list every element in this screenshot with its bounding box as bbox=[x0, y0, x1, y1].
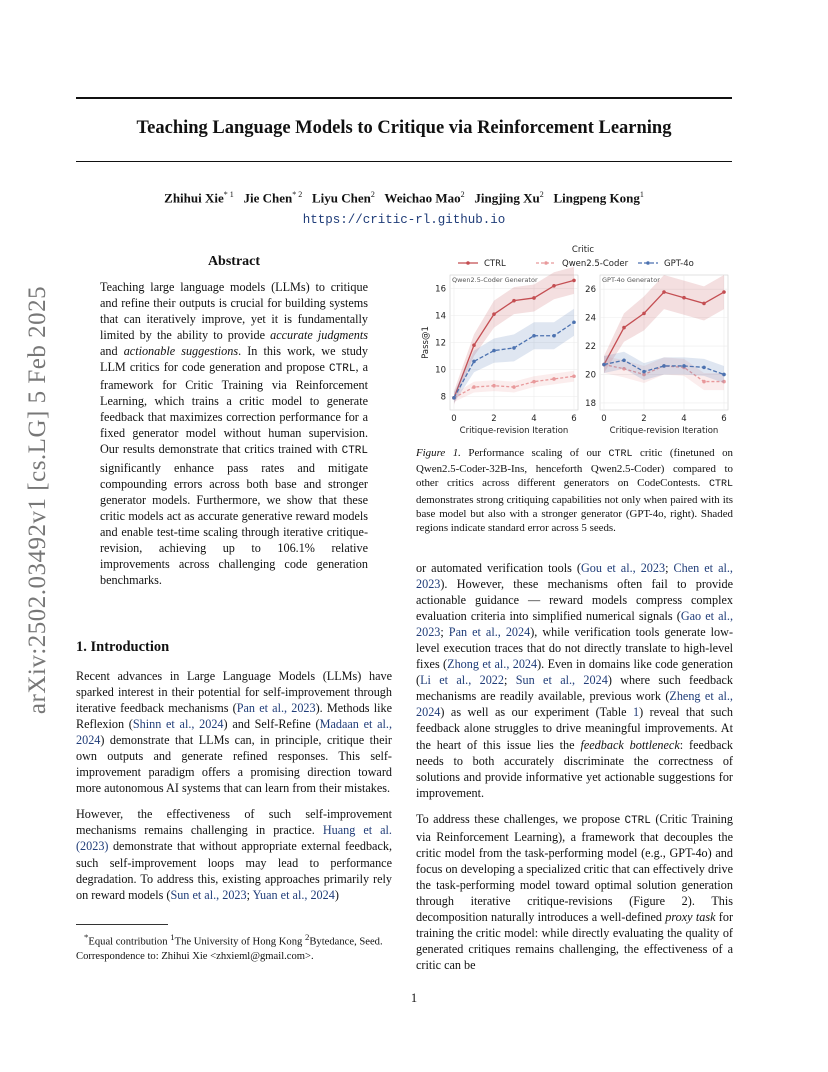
author-name: Zhihui Xie bbox=[164, 190, 224, 206]
data-point bbox=[572, 320, 576, 324]
abstract-text: , a framework for bbox=[100, 360, 368, 393]
author-name: Weichao Mao bbox=[384, 190, 461, 206]
caption-text: Performance scaling of our bbox=[460, 447, 609, 459]
page-number: 1 bbox=[410, 991, 418, 1005]
citation-link[interactable]: Pan et al., 2023 bbox=[236, 701, 316, 716]
abstract-emphasis: accurate judgments bbox=[270, 328, 368, 343]
abstract-body bbox=[100, 279, 368, 588]
y-axis-label: Pass@1 bbox=[421, 326, 431, 359]
ctrl-name: CTRL bbox=[708, 479, 733, 491]
abstract-text: and bbox=[100, 344, 124, 359]
body-text: ) reveal that such feedback alone struggles to drive meaningful improvements. At the heart of this issue lies the bbox=[416, 705, 733, 752]
panel-subtitle: Qwen2.5-Coder Generator bbox=[452, 276, 538, 284]
legend-entry-label: Qwen2.5-Coder bbox=[562, 259, 629, 269]
project-url-link[interactable]: https://critic-rl.github.io bbox=[302, 213, 506, 227]
data-point bbox=[662, 290, 666, 294]
x-tick-label: 6 bbox=[571, 414, 577, 424]
body-text: : feedback needs to both accurately discriminate the correctness of solutions and provide informative yet actionable suggestions for improvement. bbox=[416, 737, 733, 800]
citation-link[interactable]: Sun et al., 2023 bbox=[170, 887, 247, 902]
citation-link[interactable]: Yuan et al., 2024 bbox=[252, 887, 335, 902]
x-tick-label: 4 bbox=[681, 414, 687, 424]
body-text: Recent advances in Large Language Models (LLMs) have sparked interest in their potential for self-improvement through iterative feedback mechanisms ( bbox=[76, 669, 392, 716]
data-point bbox=[642, 312, 646, 316]
data-point bbox=[552, 377, 556, 381]
data-point bbox=[532, 380, 536, 384]
data-point bbox=[552, 284, 556, 288]
abstract-text: significantly enhance pass rates and mitigate compounding errors across both base and stronger generator models. Furthermore, we show that these critic models act as accurate generative reward models and enable test-time scaling through iterative critique-revision, achieving up to 106.1% relative improvements across challenging code generation benchmarks. bbox=[100, 460, 368, 587]
chart-panel-qwen-generator bbox=[421, 267, 578, 436]
author-name: Jie Chen bbox=[243, 190, 293, 206]
y-tick-label: 8 bbox=[440, 392, 446, 403]
author-name: Jingjing Xu bbox=[474, 190, 540, 206]
body-text: ) and Self-Refine ( bbox=[223, 717, 320, 732]
y-tick-label: 20 bbox=[585, 370, 596, 381]
data-point bbox=[472, 343, 476, 347]
body-text: ) bbox=[334, 887, 339, 902]
panel-subtitle: GPT-4o Generator bbox=[602, 276, 660, 284]
data-point bbox=[472, 385, 476, 389]
citation-link[interactable]: Sun et al., 2024 bbox=[515, 673, 608, 688]
body-text: ) as well as our experiment (Table bbox=[440, 705, 634, 720]
citation-link[interactable]: Huang et al. (2023) bbox=[76, 823, 392, 854]
body-paragraph: or automated verification tools (Gou et al., 2023; Chen et al., 2023). However, these mechanisms often fail to provide actionable guidance — reward models compress complex evaluation criteria into simplified numerical signals (Gao et al., 2023; Pan et al., 2024), while verification tools generate low-level execution traces that do not directly translate to high-level fixes (Zhong et al., 2024). Even in domains like code generation (Li et al., 2022; Sun et al., 2024) where such feedback mechanisms are readily available, previous work (Zheng et al., 2024) as well as our experiment (Table 1) reveal that such feedback alone struggles to drive meaningful improvements. At the heart of this issue lies the feedback bottleneck: feedback needs to both accurately discriminate the correctness of solutions and provide informative yet actionable suggestions for improvement. bbox=[416, 561, 734, 800]
data-point bbox=[702, 380, 706, 384]
body-text: for training the critic model: while directly evaluating the quality of generated critiques remains challenging, the effectiveness of a critic can be bbox=[416, 909, 733, 973]
ctrl-name: CTRL bbox=[329, 363, 356, 376]
caption-text: demonstrates strong critiquing capabilities not only when paired with its base model but also with a stronger generator (GPT-4o, right). Shaded regions indicate standard error across 5 seeds. bbox=[416, 493, 733, 535]
y-tick-label: 14 bbox=[435, 311, 446, 322]
caption-text: critic (finetuned on Qwen2.5-Coder-32B-Ins, henceforth Qwen2.5-Coder) compared to other critics across different generators on CodeContests. bbox=[416, 447, 733, 490]
citation-link[interactable]: Zhong et al., 2024 bbox=[447, 657, 538, 672]
body-text: ) where such feedback mechanisms are readily available, previous work ( bbox=[416, 673, 734, 704]
data-point bbox=[532, 296, 536, 300]
data-point bbox=[512, 346, 516, 350]
x-axis-label: Critique-revision Iteration bbox=[609, 426, 719, 436]
data-point bbox=[572, 374, 576, 378]
table-reference-link[interactable]: 1 bbox=[633, 705, 640, 720]
author-mark: * 1 bbox=[223, 190, 234, 199]
body-text: (Critic Training via Reinforcement Learning), a framework that decouples the critic model from the task-performing model (e.g., GPT-4o) and focus on developing a specialized critic that can effectively drive the task-performing model toward optimal solution generation through iterative critique-revisions (Figure 2). This decomposition naturally introduces a well-defined bbox=[416, 811, 733, 924]
author-mark: 2 bbox=[539, 190, 544, 199]
author-mark: * 2 bbox=[292, 190, 303, 199]
paper-title: Teaching Language Models to Critique via Reinforcement Learning bbox=[136, 118, 672, 138]
legend-entry-label: GPT-4o bbox=[664, 259, 694, 269]
data-point bbox=[472, 360, 476, 364]
figure-1-caption bbox=[416, 446, 733, 535]
data-point bbox=[572, 279, 576, 283]
x-tick-label: 0 bbox=[601, 414, 607, 424]
legend-entry-label: CTRL bbox=[484, 259, 506, 269]
introduction-body bbox=[76, 668, 392, 913]
author-mark: 1 bbox=[639, 190, 644, 199]
footnote-rule bbox=[76, 924, 168, 925]
author-name: Liyu Chen bbox=[312, 190, 371, 206]
body-text: ), while verification tools generate low-level execution traces that do not directly translate to high-level fixes ( bbox=[416, 625, 734, 672]
body-text: demonstrate that without appropriate external feedback, such self-improvement loops may lead to performance degradation. To address this, existing approaches primarily rely on reward models ( bbox=[76, 839, 392, 902]
data-point bbox=[642, 370, 646, 374]
author-name: Lingpeng Kong bbox=[553, 190, 640, 206]
data-point bbox=[702, 366, 706, 370]
abstract-heading: Abstract bbox=[207, 254, 261, 269]
legend-title: Critic bbox=[571, 245, 595, 255]
body-emphasis: proxy task bbox=[665, 909, 716, 924]
data-point bbox=[512, 385, 516, 389]
author-list bbox=[76, 190, 732, 206]
citation-link[interactable]: Pan et al., 2024 bbox=[448, 625, 531, 640]
title-top-rule bbox=[76, 97, 732, 99]
legend-swatch-marker bbox=[544, 261, 548, 265]
data-point bbox=[492, 384, 496, 388]
abstract-text: Teaching large language models (LLMs) to critique and refine their outputs is crucial for building systems that can iteratively improve, yet it is fundamentally limited by the ability to provide bbox=[100, 280, 368, 343]
citation-link[interactable]: Madaan et al., 2024 bbox=[76, 717, 392, 748]
data-point bbox=[722, 373, 726, 377]
author-mark: 2 bbox=[370, 190, 375, 199]
x-tick-label: 6 bbox=[721, 414, 727, 424]
arxiv-stamp-text: arXiv:2502.03492v1 [cs.LG] 5 Feb 2025 bbox=[24, 285, 52, 715]
data-point bbox=[492, 349, 496, 353]
y-tick-label: 22 bbox=[585, 342, 596, 353]
data-point bbox=[722, 290, 726, 294]
y-tick-label: 24 bbox=[585, 313, 596, 324]
y-tick-label: 12 bbox=[435, 338, 446, 349]
introduction-heading: 1. Introduction bbox=[76, 639, 170, 655]
data-point bbox=[662, 364, 666, 368]
footnote: *Equal contribution $^1$The University of Hong Kong $^2$Bytedance, Seed. Correspondence to: Zhihui Xie <zhxieml@gmail.com>. bbox=[76, 932, 383, 962]
data-point bbox=[492, 312, 496, 316]
body-text: However, the effectiveness of such self-improvement mechanisms remains challenging in practice. bbox=[76, 807, 392, 838]
abstract-emphasis: actionable suggestions bbox=[123, 344, 239, 359]
body-text: ). Methods like Reflexion ( bbox=[76, 701, 392, 732]
y-tick-label: 26 bbox=[585, 285, 596, 296]
legend-swatch-marker bbox=[466, 261, 470, 265]
body-emphasis: feedback bottleneck bbox=[580, 737, 680, 752]
arxiv-identifier-stamp bbox=[8, 285, 68, 715]
intro-paragraph bbox=[76, 806, 392, 902]
x-axis-label: Critique-revision Iteration bbox=[459, 426, 569, 436]
body-text: To address these challenges, we propose bbox=[416, 811, 625, 826]
body-text: ) demonstrate that LLMs can, in principle, critique their own outputs and generate refined responses. This self-improvement paradigm offers a promising direction toward more autonomous AI systems that can learn from their mistakes. bbox=[76, 733, 392, 796]
data-point bbox=[602, 363, 606, 367]
footnote-text: Equal contribution bbox=[88, 936, 171, 948]
body-text: or automated verification tools ( bbox=[416, 561, 581, 575]
legend-swatch-marker bbox=[646, 261, 650, 265]
x-tick-label: 0 bbox=[451, 414, 457, 424]
right-column-body bbox=[416, 560, 733, 983]
citation-link[interactable]: Li et al., 2022 bbox=[420, 673, 504, 688]
y-tick-label: 18 bbox=[585, 398, 596, 409]
chart-legend bbox=[458, 245, 694, 269]
footnote-text: Bytedance, Seed. Correspondence to: Zhihui Xie <zhxieml@gmail.com>. bbox=[76, 936, 383, 962]
y-tick-label: 10 bbox=[435, 365, 446, 376]
data-point bbox=[682, 296, 686, 300]
abstract-text: Critic Training via Reinforcement Learning, which trains a critic model to generate feedback that maximizes correction performance for a fixed generator model without human supervision. Our results demonstrate that critics trained with bbox=[100, 378, 368, 457]
x-tick-label: 2 bbox=[641, 414, 647, 424]
x-tick-label: 4 bbox=[531, 414, 537, 424]
data-point bbox=[702, 302, 706, 306]
data-point bbox=[622, 358, 626, 362]
data-point bbox=[512, 299, 516, 303]
figure-1-chart bbox=[416, 240, 734, 440]
citation-link[interactable]: Gao et al., 2023 bbox=[416, 609, 733, 640]
abstract-text: . In this work, we study LLM critics for code generation and propose bbox=[100, 344, 368, 375]
author-mark: 2 bbox=[460, 190, 465, 199]
citation-link[interactable]: Gou et al., 2023 bbox=[580, 561, 666, 575]
footnote-text: The University of Hong Kong bbox=[174, 936, 305, 948]
citation-link[interactable]: Shinn et al., 2024 bbox=[132, 717, 224, 732]
data-point bbox=[532, 334, 536, 338]
title-bottom-rule bbox=[76, 161, 732, 162]
intro-paragraph bbox=[76, 668, 392, 796]
data-point bbox=[552, 334, 556, 338]
data-point bbox=[622, 326, 626, 330]
body-text: ). Even in domains like code generation ( bbox=[416, 657, 733, 688]
body-paragraph bbox=[416, 811, 733, 973]
citation-link[interactable]: Chen et al., 2023 bbox=[416, 561, 733, 592]
body-text: ; bbox=[246, 887, 253, 902]
x-tick-label: 2 bbox=[491, 414, 497, 424]
y-tick-label: 16 bbox=[435, 284, 446, 295]
data-point bbox=[452, 396, 456, 400]
ctrl-name: CTRL bbox=[624, 814, 651, 827]
ctrl-name: CTRL bbox=[608, 449, 633, 460]
figure-label: Figure 1. bbox=[416, 447, 461, 459]
body-text: ). However, these mechanisms often fail to provide actionable guidance — reward models compress complex evaluation criteria into simplified numerical signals ( bbox=[416, 577, 733, 624]
citation-link[interactable]: Zheng et al., 2024 bbox=[416, 689, 733, 720]
chart-panel-gpt4o-generator bbox=[585, 275, 728, 436]
data-point bbox=[682, 364, 686, 368]
ctrl-name: CTRL bbox=[341, 445, 368, 458]
